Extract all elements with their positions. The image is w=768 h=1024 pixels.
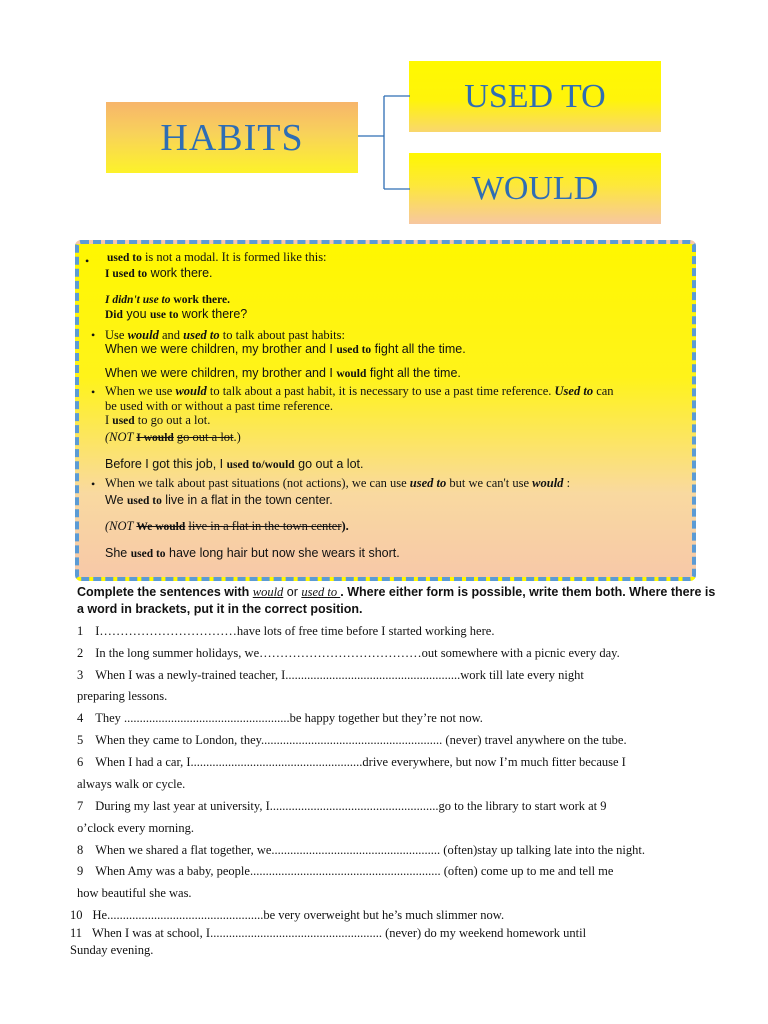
rule-1-example-3: Did you use to work there? xyxy=(105,307,248,321)
used-to-box xyxy=(409,61,661,132)
exercise-item: 2 In the long summer holidays, we…………………………………out somewhere with a picnic every day. xyxy=(77,646,620,660)
rule-1: used to is not a modal. It is formed like this: xyxy=(107,250,327,264)
habits-label: HABITS xyxy=(160,116,304,159)
exercise-item-continuation: always walk or cycle. xyxy=(77,777,186,791)
exercise-item-continuation: preparing lessons. xyxy=(77,689,168,703)
exercise-item-continuation: o’clock every morning. xyxy=(77,821,194,835)
rule-4-example-2: (NOT We would live in a flat in the town center). xyxy=(105,519,349,533)
would-box xyxy=(409,153,661,224)
rule-2-example-1: When we were children, my brother and I used to fight all the time. xyxy=(105,342,466,356)
diagram-connector xyxy=(356,90,412,195)
exercise-item-continuation: how beautiful she was. xyxy=(77,886,192,900)
rule-3-example-2: (NOT I would go out a lot.) xyxy=(105,430,241,444)
exercise-item: 9 When Amy was a baby, people............................................................. (often) come up to me and tell me xyxy=(77,864,614,878)
rule-4-example-3: She used to have long hair but now she wears it short. xyxy=(105,546,400,560)
exercise-item: 6 When I had a car, I.......................................................drive everywhere, but now I’m much fitter because I xyxy=(77,755,626,769)
rule-3-line-2: be used with or without a past time reference. xyxy=(105,399,334,413)
exercise-item: 8 When we shared a flat together, we...................................................... (often)stay up talking late into the night. xyxy=(77,843,645,857)
exercise-item: 5 When they came to London, they.......................................................... (never) travel anywhere on the tube. xyxy=(77,733,627,747)
exercise-item: 11 When I was at school, I....................................................... (never) do my weekend homework until xyxy=(70,926,587,940)
bullet: • xyxy=(91,477,96,491)
rule-4-example-1: We used to live in a flat in the town center. xyxy=(105,493,333,507)
rule-1-example-1: I used to work there. xyxy=(105,266,213,280)
rule-2-example-2: When we were children, my brother and I would fight all the time. xyxy=(105,366,461,380)
bullet: • xyxy=(85,254,90,268)
used-to-label: USED TO xyxy=(464,77,606,115)
exercise-item: 7 During my last year at university, I......................................................go to the library to start work at 9 xyxy=(77,799,607,813)
exercise-item-continuation: Sunday evening. xyxy=(70,943,154,957)
rule-3: When we use would to talk about a past habit, it is necessary to use a past time reference. Used to can xyxy=(105,384,614,398)
task-instructions: Complete the sentences with would or used to . Where either form is possible, write them both. Where there is a word in brackets, put it in the correct position. xyxy=(77,585,716,616)
rule-3-example-3: Before I got this job, I used to/would go out a lot. xyxy=(105,457,364,471)
rules-box xyxy=(75,240,696,581)
bullet: • xyxy=(91,328,96,342)
rule-2: Use would and used to to talk about past habits: xyxy=(105,328,345,342)
rule-3-example-1: I used to go out a lot. xyxy=(105,413,211,427)
exercise-item: 4 They .....................................................be happy together but they’re not now. xyxy=(77,711,483,725)
rule-1-example-2: I didn't use to work there. xyxy=(105,294,231,306)
rule-4: When we talk about past situations (not actions), we can use used to but we can't use would : xyxy=(105,476,571,490)
bullet: • xyxy=(91,385,96,399)
would-label: WOULD xyxy=(471,169,599,207)
exercise-item: 10 He..................................................be very overweight but he’s much slimmer now. xyxy=(70,908,505,922)
habits-box xyxy=(106,102,358,173)
exercise-item: 3 When I was a newly-trained teacher, I........................................................work till late every night xyxy=(77,668,584,682)
exercise-item: 1 I……………………………have lots of free time before I started working here. xyxy=(77,624,495,638)
